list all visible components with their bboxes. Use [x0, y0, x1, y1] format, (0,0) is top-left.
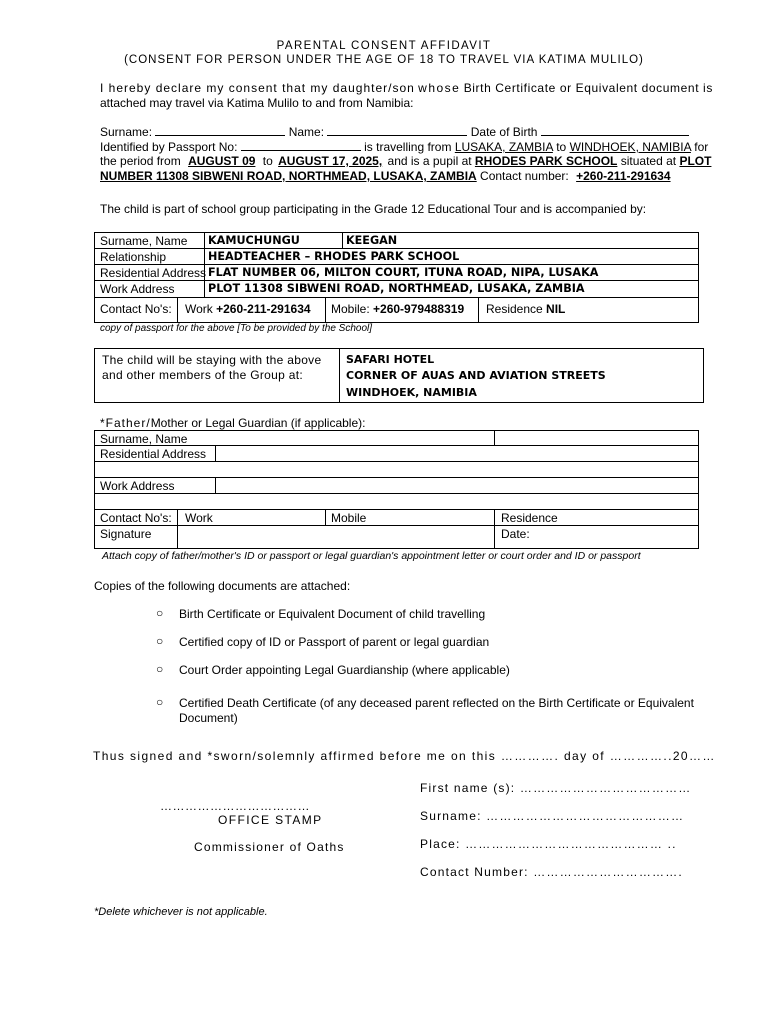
guardian-residence-label: Residence — [501, 511, 558, 525]
stamp-dots: ……………………………… — [160, 799, 310, 813]
stay-label-1: The child will be staying with the above — [102, 353, 322, 367]
guardian-work-phone-label: Work — [185, 511, 213, 525]
escort-contact-label: Contact No's: — [100, 302, 172, 316]
escort-name-value: KEEGAN — [346, 234, 398, 247]
surname-line: Surname: ……………………………………… — [420, 809, 685, 823]
name-field[interactable] — [327, 124, 467, 136]
contact-number-line: Contact Number: ……………………………. — [420, 865, 683, 879]
guardian-signature-label: Signature — [100, 527, 152, 541]
declaration-line-2: attached may travel via Katima Mulilo to and from Namibia: — [100, 96, 414, 110]
bullet-icon: ○ — [156, 634, 164, 648]
guardian-surname-label: Surname, Name — [100, 432, 188, 446]
sworn-line: Thus signed and *sworn/solemnly affirmed before me on this …………. day of …………..20…… — [93, 749, 716, 763]
footnote: *Delete whichever is not applicable. — [94, 906, 268, 918]
escort-mobile-phone: Mobile: +260-979488319 — [331, 302, 465, 316]
documents-heading: Copies of the following documents are attached: — [94, 579, 351, 593]
escort-relationship-label: Relationship — [100, 250, 167, 264]
escort-residence: Residence NIL — [486, 302, 566, 316]
stay-label-2: and other members of the Group at: — [102, 368, 303, 382]
page-subtitle: (CONSENT FOR PERSON UNDER THE AGE OF 18 TO TRAVEL VIA KATIMA MULILO) — [124, 54, 644, 66]
escort-work-label: Work Address — [100, 282, 175, 296]
bullet-icon: ○ — [156, 606, 164, 620]
escort-residential-value: FLAT NUMBER 06, MILTON COURT, ITUNA ROAD, NIPA, LUSAKA — [208, 266, 599, 279]
guardian-date-label: Date: — [501, 527, 530, 541]
document-item-1: Birth Certificate or Equivalent Document of child travelling — [179, 607, 486, 621]
bullet-icon: ○ — [156, 695, 164, 709]
address-line: NUMBER 11308 SIBWENI ROAD, NORTHMEAD, LUSAKA, ZAMBIA Contact number: +260-211-291634 — [100, 169, 671, 183]
escort-work-value: PLOT 11308 SIBWENI ROAD, NORTHMEAD, LUSAKA, ZAMBIA — [208, 282, 585, 295]
office-stamp-label: OFFICE STAMP — [218, 813, 323, 827]
document-item-4: Certified Death Certificate (of any deceased parent reflected on the Birth Certificate or Equivalent — [179, 696, 694, 710]
escort-surname-value: KAMUCHUNGU — [208, 234, 300, 247]
period-line: the period from AUGUST 09 to AUGUST 17, 2025, and is a pupil at RHODES PARK SCHOOL situated at PLOT — [100, 154, 712, 168]
guardian-work-label: Work Address — [100, 479, 175, 493]
escort-residential-label: Residential Address — [100, 266, 207, 280]
declaration-line-1: I hereby declare my consent that my daughter/son whose Birth Certificate or Equivalent document is — [100, 81, 713, 95]
first-name-line: First name (s): ………………………………… — [420, 781, 692, 795]
commissioner-label: Commissioner of Oaths — [194, 840, 345, 854]
stay-place-3: WINDHOEK, NAMIBIA — [346, 386, 477, 399]
passport-line: Identified by Passport No: is travelling from LUSAKA, ZAMBIA to WINDHOEK, NAMIBIA for — [100, 140, 709, 154]
surname-field[interactable] — [155, 124, 285, 136]
stay-place-2: CORNER OF AUAS AND AVIATION STREETS — [346, 369, 606, 382]
guardian-residential-label: Residential Address — [100, 447, 207, 461]
guardian-contact-label: Contact No's: — [100, 511, 172, 525]
stay-place-1: SAFARI HOTEL — [346, 353, 435, 366]
group-sentence: The child is part of school group participating in the Grade 12 Educational Tour and is accompanied by: — [100, 202, 647, 216]
document-item-3: Court Order appointing Legal Guardianship (where applicable) — [179, 663, 510, 677]
dob-field[interactable] — [541, 124, 689, 136]
passport-field[interactable] — [241, 139, 361, 151]
document-item-2: Certified copy of ID or Passport of parent or legal guardian — [179, 635, 490, 649]
document-item-4-cont: Document) — [179, 711, 238, 725]
bullet-icon: ○ — [156, 662, 164, 676]
place-line: Place: ……………………………………… .. — [420, 837, 677, 851]
page-title: PARENTAL CONSENT AFFIDAVIT — [276, 40, 492, 52]
child-name-line: Surname: Name: Date of Birth — [100, 124, 689, 139]
guardian-heading: *Father/Mother or Legal Guardian (if applicable): — [100, 416, 366, 430]
guardian-mobile-label: Mobile — [331, 511, 367, 525]
escort-work-phone: Work +260-211-291634 — [185, 302, 311, 316]
guardian-note: Attach copy of father/mother's ID or passport or legal guardian's appointment letter or court order and ID or passport — [102, 550, 641, 562]
escort-surname-label: Surname, Name — [100, 234, 188, 248]
escort-passport-note: copy of passport for the above [To be provided by the School] — [100, 323, 373, 334]
escort-relationship-value: HEADTEACHER – RHODES PARK SCHOOL — [208, 250, 460, 263]
